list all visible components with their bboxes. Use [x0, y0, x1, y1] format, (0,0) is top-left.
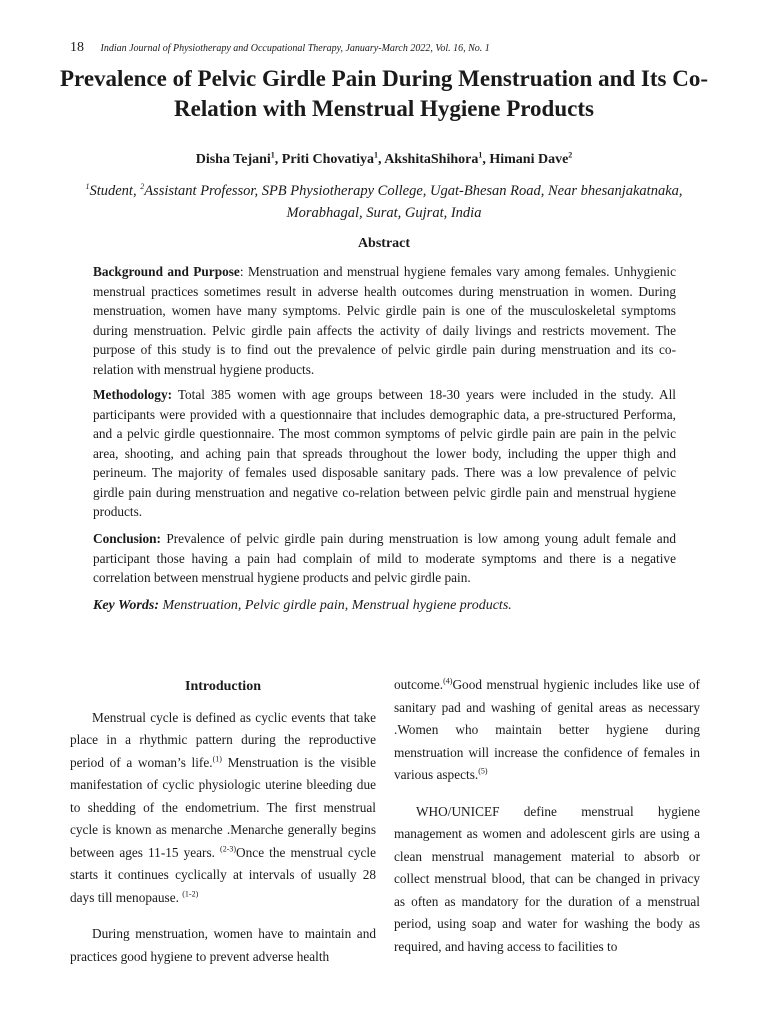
citation: (5)	[478, 766, 488, 776]
abstract-background	[93, 262, 676, 379]
body-paragraph: WHO/UNICEF define menstrual hygiene management as women and adolescent girls are using a clean menstrual management material to absorb or collect menstrual blood, that can be changed in privacy as often as mandatory for the duration of a menstrual period, using soap and water for washing the body as required, and having access to facilities to	[394, 803, 700, 954]
intro-text: Menstrual cycle is defined as cyclic events that take place in a rhythmic pattern during the reproductive period of a woman’s life.	[70, 709, 376, 770]
intro-text: Once the menstrual cycle starts it continues cyclically at intervals of usually 28 days till menopause.	[70, 844, 376, 905]
body-paragraph	[394, 674, 700, 787]
citation: (4)	[443, 676, 453, 686]
author-list: Disha Tejani$^1$, Priti Chovatiya$^1$, AkshitaShihora$^1$, Himani Dave$^2$	[195, 150, 573, 167]
citation: (1)	[212, 754, 222, 764]
background-text: : Menstruation and menstrual hygiene females vary among females. Unhygienic menstrual practices sometimes result in adverse health outcomes during menstruation in women. During menstruation, women have many symptoms. Pelvic girdle pain is one of the musculoskeletal symptoms during menstruation. Pelvic girdle pain affects the activity of daily livings and restricts movement. The purpose of this study is to find out the prevalence of pelvic girdle pain during menstruation and its co-relation with menstrual hygiene products.	[93, 264, 676, 377]
abstract-heading: Abstract	[357, 236, 411, 251]
right-column	[394, 674, 700, 972]
affiliation-text: Assistant Professor, SPB Physiotherapy College, Ugat-Bhesan Road, Near bhesanjakatnaka, Morabhagal, Surat, Gujrat, India	[144, 183, 683, 221]
affiliation-mark: 2	[140, 182, 145, 192]
author-name: Disha Tejani	[195, 152, 271, 167]
keywords-text: Menstruation, Pelvic girdle pain, Menstrual hygiene products.	[158, 598, 512, 613]
intro-paragraph	[70, 707, 376, 910]
journal-citation: Indian Journal of Physiotherapy and Occupational Therapy, January-March 2022, Vol. 16, No. 1	[100, 43, 490, 54]
background-label: Background and Purpose	[93, 264, 240, 279]
body-text: Good menstrual hygienic includes like use of sanitary pad and washing of genital areas as necessary .Women who maintain better hygiene during menstruation will increase the confidence of females in various aspects.	[394, 677, 700, 782]
intro-paragraph: During menstruation, women have to maintain and practices good hygiene to prevent adverse health	[70, 926, 376, 964]
author-affiliation-mark: 1	[478, 150, 483, 160]
abstract-methodology	[93, 385, 676, 522]
body-text: outcome.	[394, 677, 444, 692]
author-affiliation-mark: 1	[270, 150, 275, 160]
author-name: Himani Dave	[489, 152, 569, 167]
introduction-heading: Introduction	[185, 679, 261, 694]
affiliation-role: Student,	[89, 183, 141, 199]
keywords-label: Key Words:	[93, 598, 159, 613]
abstract-conclusion	[93, 529, 676, 588]
intro-text: Menstruation is the visible manifestation of cyclic physiologic uterine bleeding due to shedding of the endometrium. The first menstrual cycle is known as menarche .Menarche generally begins between ages 11-15 years.	[70, 754, 376, 860]
author-name: AkshitaShihora	[384, 152, 479, 167]
affiliation	[60, 180, 708, 224]
author-affiliation-mark: 1	[373, 150, 378, 160]
citation: (1-2)	[182, 889, 199, 899]
author-name: Priti Chovatiya	[281, 152, 374, 167]
keywords	[93, 596, 676, 616]
citation: (2-3)	[220, 844, 237, 854]
methodology-text: Total 385 women with age groups between 18-30 years were included in the study. All participants were provided with a questionnaire that includes demographic data, a pre-structured Performa, and a pelvic girdle questionnaire. The most common symptoms of pelvic girdle pain are pain in the pelvic area, shooting, and aching pain that spreads throughout the lower body, including the upper thigh and perineum. The majority of females used disposable sanitary pads. There was a low prevalence of pelvic girdle pain during menstruation and negative co-relation between pelvic girdle pain and menstrual hygiene products.	[93, 387, 676, 519]
left-column	[70, 676, 376, 982]
conclusion-label: Conclusion:	[93, 531, 161, 546]
conclusion-text: Prevalence of pelvic girdle pain during menstruation is low among young adult female and participant those having a pain had complain of mild to moderate symptoms and there is a negative correlation between menstrual hygiene products and pelvic girdle pain.	[93, 531, 676, 585]
running-header	[70, 40, 710, 56]
paper-title: Prevalence of Pelvic Girdle Pain During Menstruation and Its Co-Relation with Menstrual Hygiene Products	[60, 66, 708, 121]
methodology-label: Methodology:	[93, 387, 173, 402]
author-affiliation-mark: 2	[568, 150, 573, 160]
page-number: 18	[70, 40, 84, 55]
affiliation-mark: 1	[85, 182, 90, 192]
